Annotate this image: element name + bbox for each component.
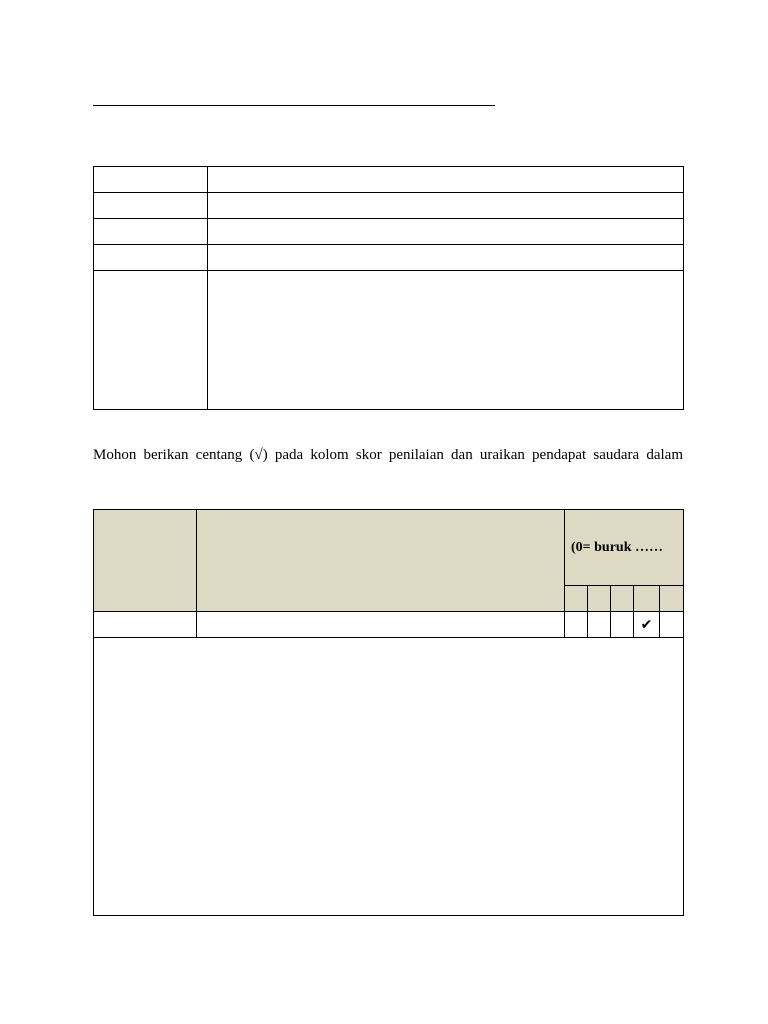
info-row bbox=[94, 245, 684, 271]
check-mark-icon: ✔ bbox=[640, 616, 653, 633]
row-aspect-cell bbox=[197, 612, 565, 638]
score-column-header bbox=[611, 586, 634, 612]
info-label-cell bbox=[94, 271, 208, 410]
score-column-header bbox=[634, 586, 660, 612]
comment-area[interactable] bbox=[94, 638, 684, 916]
score-column-header bbox=[660, 586, 684, 612]
comment-row bbox=[94, 638, 684, 916]
info-row bbox=[94, 193, 684, 219]
score-cell[interactable] bbox=[565, 612, 588, 638]
info-value-cell[interactable] bbox=[208, 167, 684, 193]
score-cell-selected[interactable] bbox=[634, 612, 660, 638]
info-label-cell bbox=[94, 219, 208, 245]
header-cell-number bbox=[94, 510, 197, 612]
score-cell[interactable] bbox=[611, 612, 634, 638]
info-row bbox=[94, 167, 684, 193]
info-label-cell bbox=[94, 167, 208, 193]
instruction-text: Mohon berikan centang (√) pada kolom skor penilaian dan uraikan pendapat saudara dalam bbox=[93, 447, 683, 463]
info-value-cell[interactable] bbox=[208, 193, 684, 219]
score-column-header bbox=[565, 586, 588, 612]
info-value-cell[interactable] bbox=[208, 245, 684, 271]
title-underline bbox=[93, 105, 495, 106]
score-cell[interactable] bbox=[588, 612, 611, 638]
info-row bbox=[94, 219, 684, 245]
score-cell[interactable] bbox=[660, 612, 684, 638]
info-label-cell bbox=[94, 193, 208, 219]
info-value-cell-large[interactable] bbox=[208, 271, 684, 410]
score-header-row bbox=[94, 510, 684, 586]
respondent-info-table bbox=[93, 166, 684, 410]
header-cell-aspect bbox=[197, 510, 565, 612]
score-row bbox=[94, 612, 684, 638]
info-label-cell bbox=[94, 245, 208, 271]
info-value-cell[interactable] bbox=[208, 219, 684, 245]
score-scale-label: (0= buruk …… bbox=[565, 510, 684, 586]
row-number-cell bbox=[94, 612, 197, 638]
assessment-score-table bbox=[93, 509, 684, 916]
score-column-header bbox=[588, 586, 611, 612]
info-row-large bbox=[94, 271, 684, 410]
